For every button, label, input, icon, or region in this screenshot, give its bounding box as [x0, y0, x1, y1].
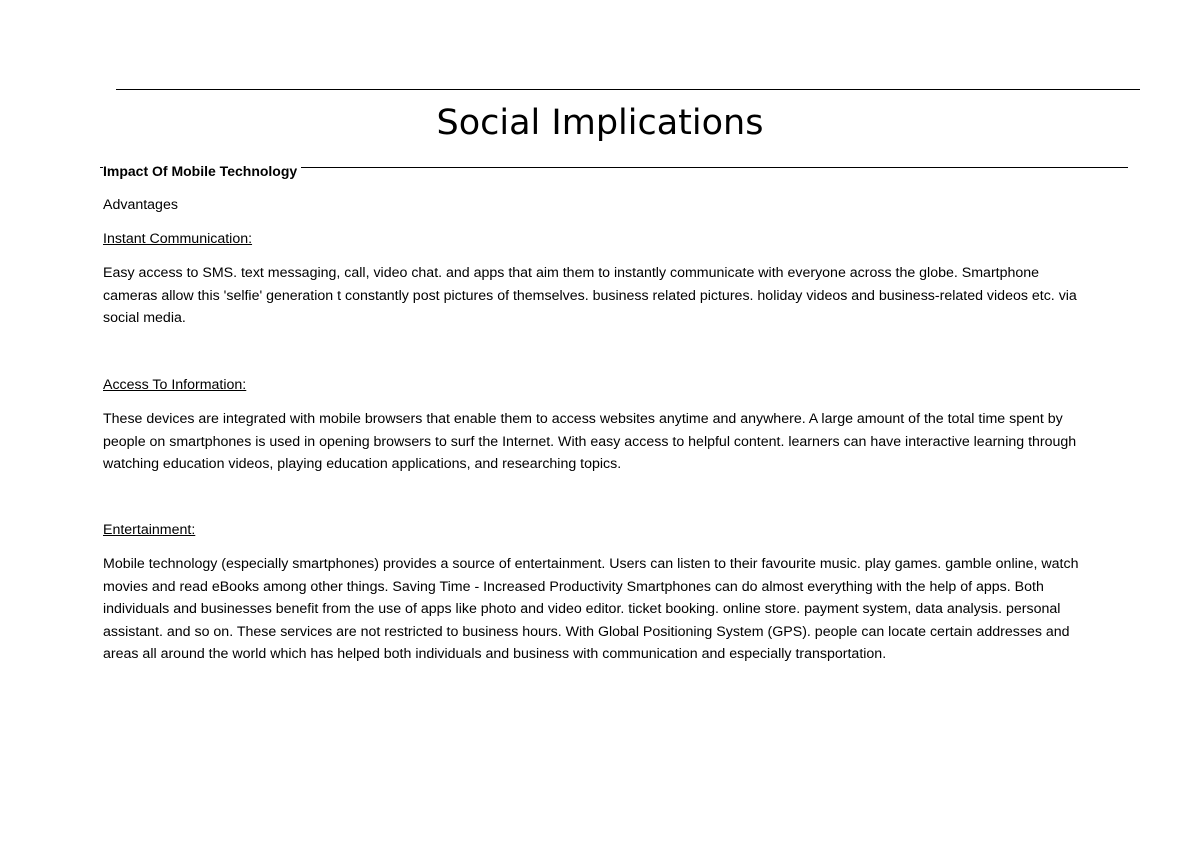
subtitle: Impact Of Mobile Technology	[103, 162, 301, 180]
top-divider	[116, 89, 1140, 90]
section-body-access-to-information: These devices are integrated with mobile browsers that enable them to access websites anytime and anywhere. A large amount of the total time spent by people on smartphones is used in opening browsers to surf the Internet. With easy access to helpful content. learners can have interactive learning through watching education videos, playing education applications, and researching topics.	[103, 411, 1077, 472]
section-body-entertainment: Mobile technology (especially smartphones) provides a source of entertainment. Users can listen to their favourite music. play games. gamble online, watch movies and read eBooks among other things. Saving Time - Increased Productivity Smartphones can do almost everything with the help of apps. Both individuals and businesses benefit from the use of apps like photo and video editor. ticket booking. online store. payment system, data analysis. personal assistant. and so on. These services are not restricted to business hours. With Global Positioning System (GPS). people can locate certain addresses and areas all around the world which has helped both individuals and business with communication and especially transportation.	[103, 556, 1079, 662]
section-heading-entertainment: Entertainment:	[103, 522, 196, 538]
section-body-instant-communication: Easy access to SMS. text messaging, call, video chat. and apps that aim them to instantly communicate with everyone across the globe. Smartphone cameras allow this 'selfie' generation t constantly post pictures of themselves. business related pictures. holiday videos and business-related videos etc. via social media.	[103, 265, 1077, 326]
section-heading-access-to-information: Access To Information:	[103, 377, 247, 393]
page-title: Social Implications	[436, 103, 764, 143]
section-heading-instant-communication: Instant Communication:	[103, 231, 253, 247]
advantages-label: Advantages	[103, 197, 178, 213]
